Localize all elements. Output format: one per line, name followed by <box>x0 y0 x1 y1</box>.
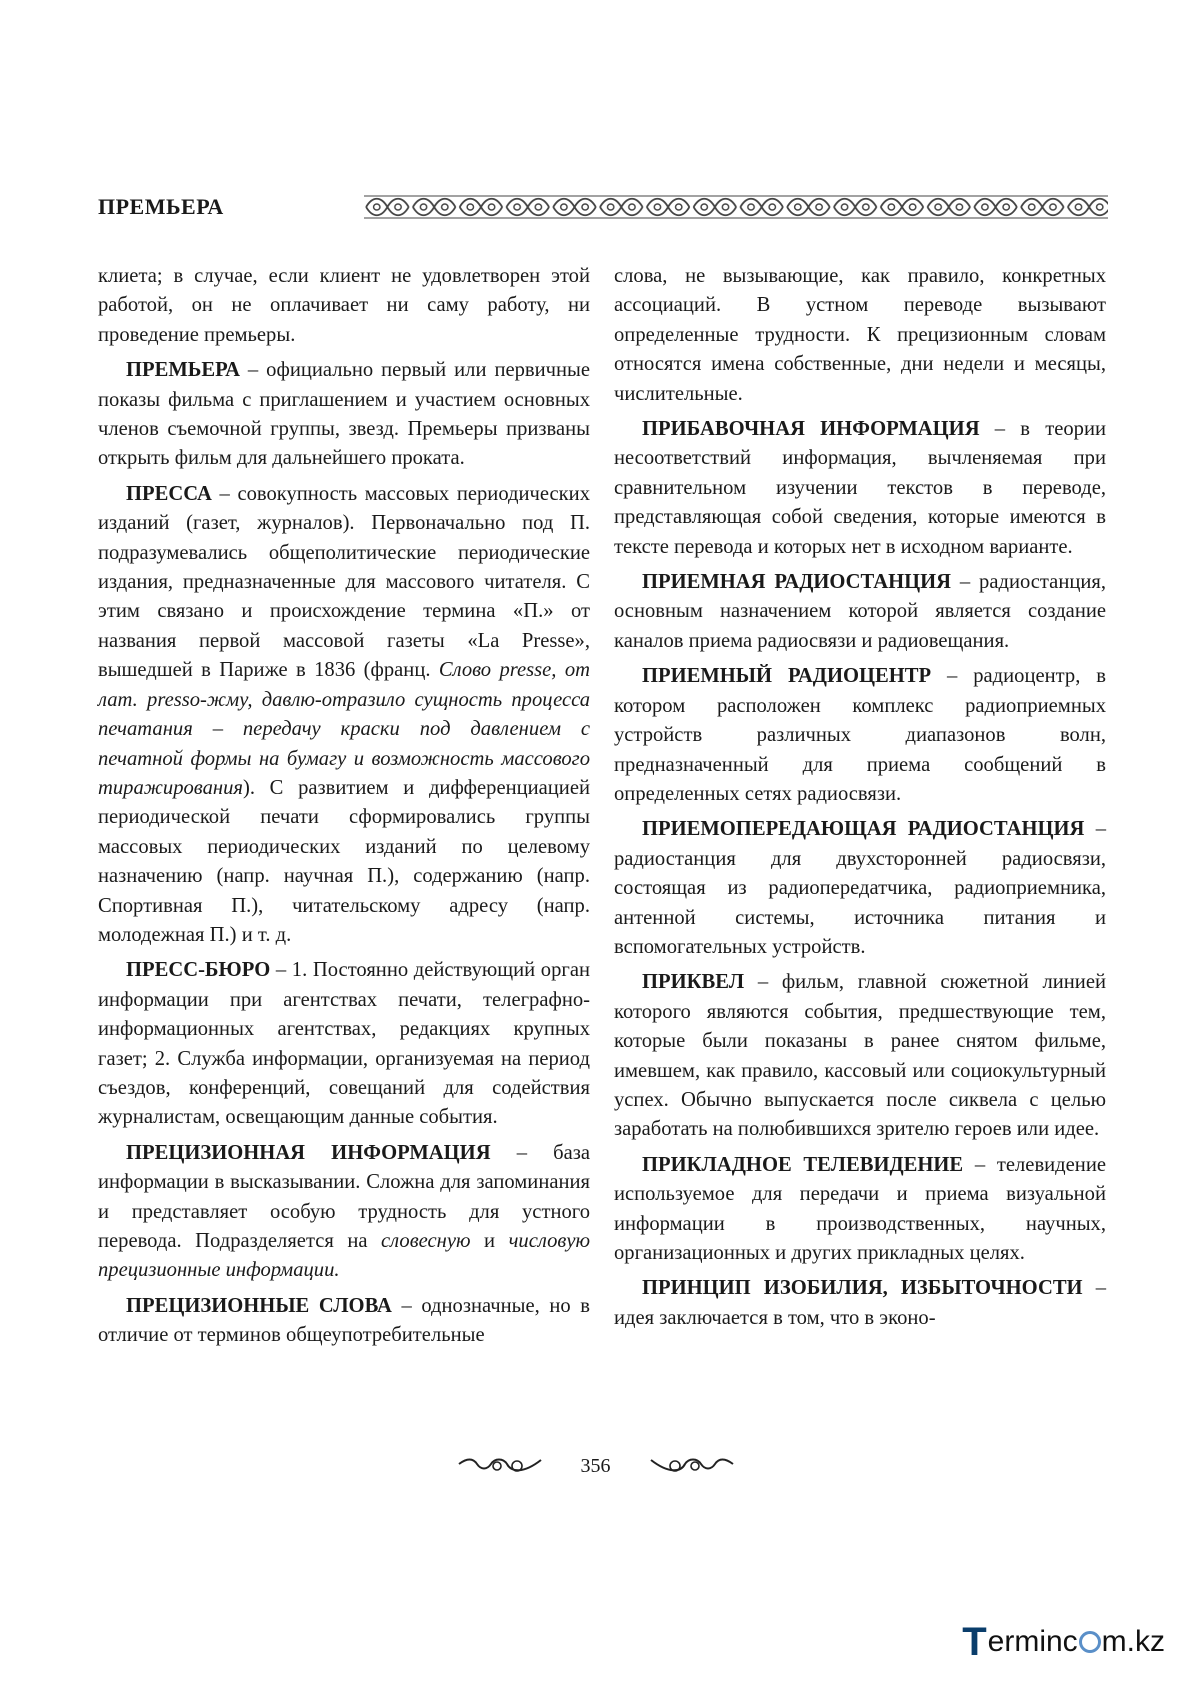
page-number: 356 <box>580 1454 611 1477</box>
entry-pribavochnaya-informatsiya: ПРИБАВОЧНАЯ ИНФОРМАЦИЯ – в теории несоответствий информация, вычленяемая при сравнительном изучении текстов в переводе, представляющая собой сведения, которые имеются в тексте перевода и которых нет в исходном варианте. <box>614 418 1106 558</box>
entry-term: ПРЕССА <box>126 482 212 505</box>
entry-pretsizionnaya-informatsiya: ПРЕЦИЗИОННАЯ ИНФОРМАЦИЯ – база информации в высказывании. Сложна для запоминания и представляет особую трудность для устного перевода. Подразделяется на словесную и числовую прецизионные информации. <box>98 1141 590 1282</box>
watermark-logo: T erminc m.kz <box>962 1619 1165 1664</box>
entry-press-byuro: ПРЕСС-БЮРО – 1. Постоянно действующий орган информации при агентствах печати, телеграфно-информационных агентствах, редакциях крупных газет; 2. Служба информации, организуемая на период съездов, конференций, совещаний для содействия журналистам, освещающим данные события. <box>98 959 590 1129</box>
entry-priemny-radiotsentr: ПРИЕМНЫЙ РАДИОЦЕНТР – радиоцентр, в котором расположен комплекс радиоприемных устройств различных диапазонов волн, предназначенный для приема сообщений в определенных сетях радиосвязи. <box>614 665 1107 805</box>
entry-pretsizionnye-slova: ПРЕЦИЗИОННЫЕ СЛОВА – однозначные, но в отличие от терминов общеупотребительные <box>98 1294 590 1347</box>
entry-premiera: ПРЕМЬЕРА – официально первый или первичные показы фильма с приглашением и участием основных членов съемочной группы, звезд. Премьеры призваны открыть фильм для дальнейшего проката. <box>98 359 590 470</box>
entry-term: ПРИЕМОПЕРЕДАЮЩАЯ РАДИОСТАНЦИЯ <box>642 818 1085 841</box>
entry-term: ПРЕЦИЗИОННЫЕ СЛОВА <box>126 1294 392 1317</box>
globe-icon <box>1079 1631 1101 1653</box>
entry-term: ПРИЕМНАЯ РАДИОСТАНЦИЯ <box>642 571 952 594</box>
left-column <box>98 262 590 1402</box>
entry-pressa: ПРЕССА – совокупность массовых периодических изданий (газет, журналов). Первоначально под П. подразумевались общеполитические периодические издания, предназначенные для массового читателя. С этим связано и происхождение термина «П.» от названия первой массовой газеты «La Presse», вышедшей в Париже в 1836 (франц. Слово presse, от лат. presso-жму, давлю-отразило сущность процесса печатания – передачу краски под давлением с печатной формы на бумагу и возможность массового тиражирования). С развитием и дифференциацией периодической печати сформировались группы массовых периодических изданий по целевому назначению (напр. научная П.), содержанию (напр. Спортивная П.), читательскому адресу (напр. молодежная П.) и т. д. <box>98 482 590 946</box>
entry-prikladnoe-televidenie: ПРИКЛАДНОЕ ТЕЛЕВИДЕНИЕ – телевидение используемое для передачи и приема визуальной информации в производственных, научных, организационных и других прикладных целях. <box>614 1153 1106 1264</box>
entry-term: ПРЕМЬЕРА <box>126 359 240 382</box>
running-head-title: ПРЕМЬЕРА <box>98 194 224 219</box>
entry-term: ПРЕСС-БЮРО <box>126 959 271 982</box>
text-columns <box>98 262 1106 1402</box>
ornament-band-icon <box>364 194 1108 220</box>
entry-printsip-izobiliya: ПРИНЦИП ИЗОБИЛИЯ, ИЗБЫТОЧНОСТИ – идея заключается в том, что в эконо- <box>614 1277 1106 1329</box>
entry-term: ПРИНЦИП ИЗОБИЛИЯ, ИЗБЫТОЧНОСТИ <box>642 1277 1083 1300</box>
entry-term: ПРИКВЕЛ <box>642 971 745 994</box>
running-head <box>98 190 1108 224</box>
entry-term: ПРИЕМНЫЙ РАДИОЦЕНТР <box>642 665 932 688</box>
page-footer <box>0 1448 1191 1484</box>
entry-priemnaya-radiostantsiya: ПРИЕМНАЯ РАДИОСТАНЦИЯ – радиостанция, основным назначением которой является создание каналов приема радиосвязи и радиовещания. <box>614 571 1107 652</box>
entry-continued: слова, не вызывающие, как правило, конкретных ассоциаций. В устном переводе вызывают определенные трудности. К прецизионным словам относятся имена собственные, дни недели и месяцы, числительные. <box>614 265 1106 405</box>
entry-term: ПРЕЦИЗИОННАЯ ИНФОРМАЦИЯ <box>126 1141 491 1164</box>
fleuron-left-icon <box>457 1454 543 1478</box>
entry-term: ПРИКЛАДНОЕ ТЕЛЕВИДЕНИЕ <box>642 1153 964 1176</box>
entry-priemoperedayushchaya-radiostantsiya: ПРИЕМОПЕРЕДАЮЩАЯ РАДИОСТАНЦИЯ – радиостанция для двухсторонней радиосвязи, состоящая из радиопередатчика, радиоприемника, антенной системы, источника питания и вспомогательных устройств. <box>614 818 1106 958</box>
entry-continued: клиета; в случае, если клиент не удовлетворен этой работой, он не оплачивает ни саму работу, ни проведение премьеры. <box>98 265 590 346</box>
right-column <box>614 262 1106 1402</box>
entry-prikvel: ПРИКВЕЛ – фильм, главной сюжетной линией которого являются события, предшествующие тем, которые были показаны в ранее снятом фильме, имевшем, как правило, кассовый или социокультурный успех. Обычно выпускается после сиквела с целью заработать на полюбившихся зрителю героев или идее. <box>614 971 1106 1141</box>
entry-term: ПРИБАВОЧНАЯ ИНФОРМАЦИЯ <box>642 418 980 441</box>
fleuron-right-icon <box>649 1454 735 1478</box>
